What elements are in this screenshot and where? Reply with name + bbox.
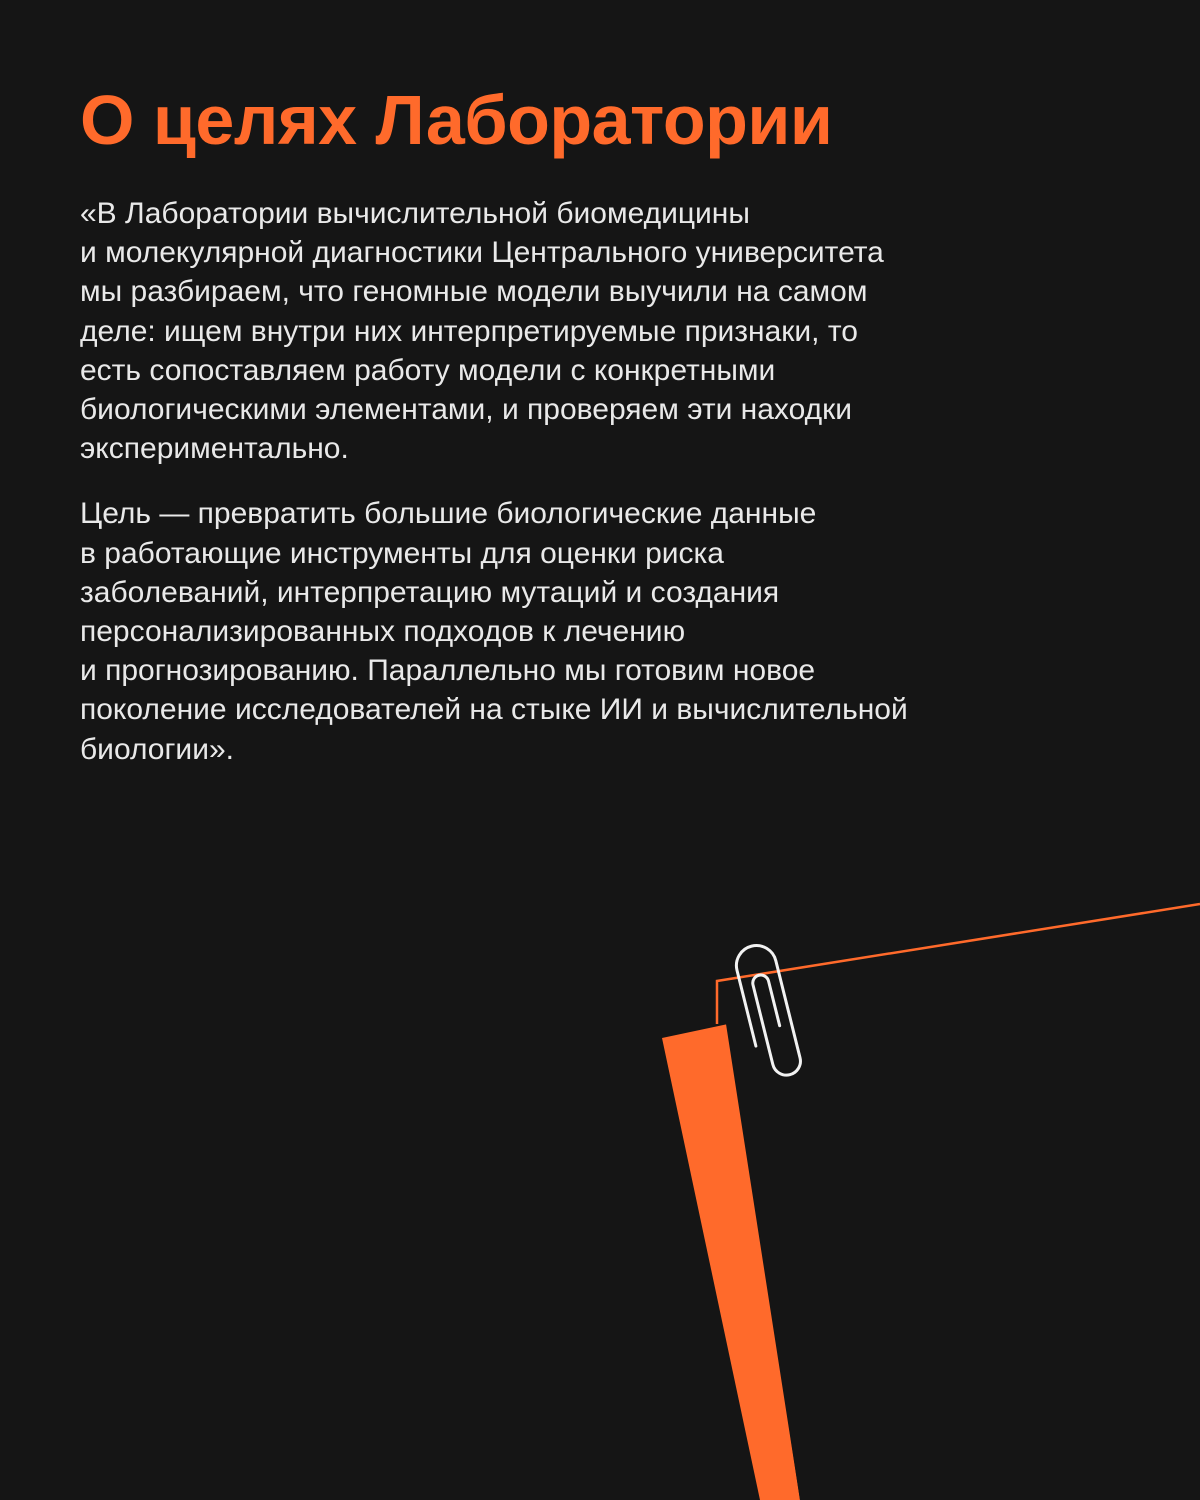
page-title: О целях Лаборатории bbox=[80, 81, 833, 159]
text-line: биологическими элементами, и проверяем эти находки bbox=[80, 393, 853, 427]
text-line: в работающие инструменты для оценки риска bbox=[80, 536, 724, 570]
text-line: персонализированных подходов к лечению bbox=[80, 615, 686, 649]
text-line: поколение исследователей на стыке ИИ и вычислительной bbox=[80, 693, 908, 727]
text-line: и молекулярной диагностики Центрального университета bbox=[80, 236, 884, 270]
text-line: деле: ищем внутри них интерпретируемые признаки, то bbox=[80, 314, 858, 348]
text-line: и прогнозированию. Параллельно мы готовим новое bbox=[80, 654, 816, 688]
text-line: экспериментально. bbox=[80, 432, 349, 466]
text-line: мы разбираем, что геномные модели выучили на самом bbox=[80, 275, 868, 309]
text-line: «В Лаборатории вычислительной биомедицины bbox=[80, 197, 750, 230]
text-line: заболеваний, интерпретацию мутаций и создания bbox=[80, 575, 780, 609]
dark-sheet-shape bbox=[717, 904, 1200, 1500]
text-line: биологии». bbox=[80, 732, 234, 766]
text-line: Цель — превратить большие биологические данные bbox=[80, 497, 817, 531]
text-line: есть сопоставляем работу модели с конкретными bbox=[80, 353, 776, 387]
